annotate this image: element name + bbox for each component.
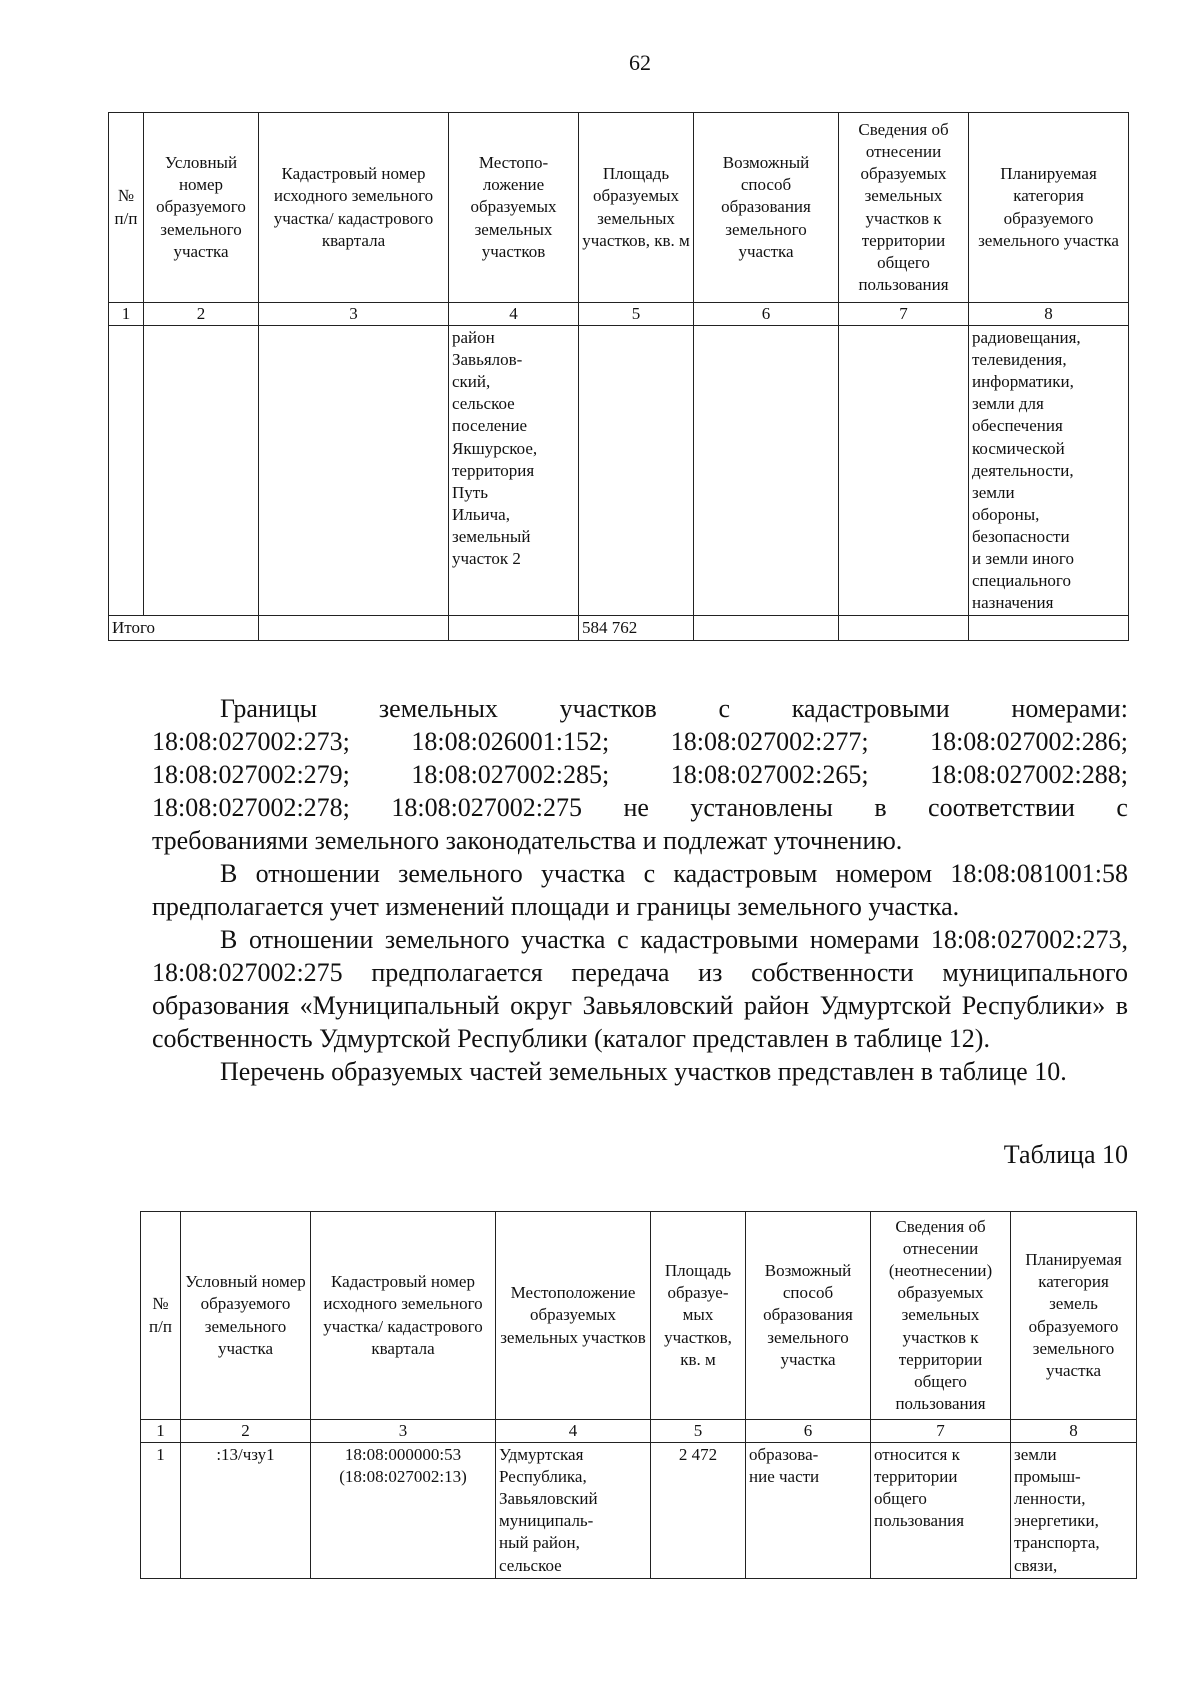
- column-number: 7: [839, 303, 969, 326]
- land-plots-table-continued: [108, 112, 1129, 641]
- cell-location: [449, 326, 579, 616]
- cell-empty: [259, 326, 449, 616]
- header-cell: № п/п: [141, 1212, 181, 1420]
- header-cell: № п/п: [109, 113, 144, 303]
- category-line: назначения: [972, 593, 1054, 613]
- category-line: специального: [972, 571, 1071, 591]
- category-line: безопасности: [972, 526, 1070, 546]
- column-number: 4: [496, 1420, 651, 1443]
- location-line: участок 2: [452, 549, 521, 569]
- category-line: ленности,: [1014, 1489, 1086, 1509]
- header-cell: Сведения об отнесении образуемых земельных участков к территории общего пользования: [839, 113, 969, 303]
- header-cell: Возможный способ образования земельного участка: [694, 113, 839, 303]
- table-row: [109, 326, 1129, 616]
- category-line: информатики,: [972, 372, 1074, 392]
- category-line: земли: [972, 482, 1015, 502]
- location-line: Ильича,: [452, 504, 510, 524]
- column-number-row: [109, 303, 1129, 326]
- cell-empty: [579, 326, 694, 616]
- cell-category: [969, 326, 1129, 616]
- cadastral-code: 18:08:026001:152;: [411, 727, 610, 756]
- cell-empty: [449, 616, 579, 641]
- location-line: ный район,: [499, 1533, 580, 1553]
- header-cell: Местопо- ложение образуемых земельных участков: [449, 113, 579, 303]
- column-number: 6: [746, 1420, 871, 1443]
- header-cell: Планируемая категория образуемого земельного участка: [969, 113, 1129, 303]
- column-number: 3: [259, 303, 449, 326]
- location-line: земельный: [452, 526, 531, 546]
- cell-empty: [839, 326, 969, 616]
- land-plot-parts-table: [140, 1211, 1137, 1579]
- word: не: [623, 793, 649, 822]
- category-line: промыш-: [1014, 1467, 1081, 1487]
- header-cell: Условный номер образуемого земельного участка: [144, 113, 259, 303]
- location-line: Удмуртская: [499, 1445, 584, 1465]
- location-line: сельское: [452, 394, 515, 414]
- paragraph-ownership-transfer: В отношении земельного участка с кадастровыми номерами 18:08:027002:273, 18:08:027002:275 предполагается передача из собственности муниципального образования «Муниципальный округ Завьяловский район Удмуртской Республики» в собственность Удмуртской Республики (каталог представлен в таблице 12).: [152, 925, 1128, 1053]
- paragraph-line: [152, 692, 1128, 725]
- location-line: муниципаль-: [499, 1511, 594, 1531]
- public-use-line: относится к: [874, 1445, 960, 1465]
- column-number: 2: [144, 303, 259, 326]
- column-number: 4: [449, 303, 579, 326]
- column-number: 5: [651, 1420, 746, 1443]
- cadastral-codes-line: [152, 725, 1128, 758]
- header-cell: Площадь образуе- мых участков, кв. м: [651, 1212, 746, 1420]
- location-line: Путь: [452, 482, 488, 502]
- location-line: поселение: [452, 416, 528, 436]
- total-label: Итого: [109, 616, 259, 641]
- column-number-row: [141, 1420, 1137, 1443]
- cell-empty: [694, 616, 839, 641]
- cadastral-code: 18:08:027002:288;: [930, 760, 1128, 789]
- header-cell: Кадастровый номер исходного земельного участка/ кадастрового квартала: [259, 113, 449, 303]
- cell-empty: [144, 326, 259, 616]
- column-number: 6: [694, 303, 839, 326]
- cadastral-code: 18:08:027002:285;: [411, 760, 610, 789]
- cadastral-number-line: 18:08:000000:53: [344, 1445, 462, 1465]
- cell-location: [496, 1443, 651, 1579]
- word: установлены: [690, 793, 833, 822]
- location-line: Завьялов-: [452, 350, 523, 370]
- public-use-line: общего: [874, 1489, 927, 1509]
- cadastral-codes-line: [152, 791, 1128, 824]
- paragraph-area-change: В отношении земельного участка с кадастровым номером 18:08:081001:58 предполагается учет изменений площади и границы земельного участка.: [152, 859, 1128, 921]
- location-line: сельское: [499, 1555, 562, 1575]
- cell-empty: [839, 616, 969, 641]
- word: участков: [559, 694, 657, 723]
- category-line: энергетики,: [1014, 1511, 1099, 1531]
- category-line: и земли иного: [972, 549, 1074, 569]
- category-line: земли: [1014, 1445, 1057, 1465]
- header-cell: Кадастровый номер исходного земельного участка/ кадастрового квартала: [311, 1212, 496, 1420]
- word: кадастровыми: [791, 694, 950, 723]
- location-line: Якшурское,: [452, 438, 538, 458]
- column-number: 7: [871, 1420, 1011, 1443]
- column-number: 1: [141, 1420, 181, 1443]
- public-use-line: пользования: [874, 1511, 965, 1531]
- category-line: земли для: [972, 394, 1044, 414]
- cadastral-code: 18:08:027002:279;: [152, 760, 350, 789]
- table-header-row: [141, 1212, 1137, 1420]
- cell-empty: [694, 326, 839, 616]
- header-cell: Возможный способ образования земельного участка: [746, 1212, 871, 1420]
- category-line: транспорта,: [1014, 1533, 1100, 1553]
- category-line: деятельности,: [972, 460, 1074, 480]
- cell-empty: [259, 616, 449, 641]
- header-cell: Сведения об отнесении (неотнесении) образуемых земельных участков к территории общего пользования: [871, 1212, 1011, 1420]
- table-row: [141, 1443, 1137, 1579]
- cell-category: [1011, 1443, 1137, 1579]
- cadastral-number-line: (18:08:027002:13): [339, 1467, 467, 1487]
- formation-method: [746, 1443, 871, 1579]
- word: номерами:: [1011, 694, 1128, 723]
- word: с: [718, 694, 731, 723]
- header-cell: Условный номер образуемого земельного участка: [181, 1212, 311, 1420]
- cadastral-codes-line: [152, 758, 1128, 791]
- column-number: 2: [181, 1420, 311, 1443]
- total-row: [109, 616, 1129, 641]
- total-area: 584 762: [579, 616, 694, 641]
- cadastral-code: 18:08:027002:273;: [152, 727, 350, 756]
- location-line: Республика,: [499, 1467, 587, 1487]
- location-line: территория: [452, 460, 535, 480]
- cadastral-code: 18:08:027002:286;: [930, 727, 1128, 756]
- location-line: Завьяловский: [499, 1489, 598, 1509]
- area-value: 2 472: [651, 1443, 746, 1579]
- cell-empty: [969, 616, 1129, 641]
- word: земельных: [378, 694, 498, 723]
- cell-empty: [109, 326, 144, 616]
- method-line: образова-: [749, 1445, 819, 1465]
- word: Границы: [220, 694, 318, 723]
- cadastral-code: 18:08:027002:265;: [670, 760, 869, 789]
- column-number: 8: [1011, 1420, 1137, 1443]
- category-line: связи,: [1014, 1555, 1058, 1575]
- table-header-row: [109, 113, 1129, 303]
- header-cell: Площадь образуемых земельных участков, кв. м: [579, 113, 694, 303]
- column-number: 3: [311, 1420, 496, 1443]
- cadastral-code: 18:08:027002:278;: [152, 793, 350, 822]
- column-number: 8: [969, 303, 1129, 326]
- cadastral-number: [311, 1443, 496, 1579]
- category-line: радиовещания,: [972, 328, 1081, 348]
- paragraph-boundaries: [152, 692, 1128, 857]
- column-number: 1: [109, 303, 144, 326]
- cadastral-code: 18:08:027002:275: [391, 793, 583, 822]
- method-line: ние части: [749, 1467, 820, 1487]
- header-cell: Планируемая категория земель образуемого земельного участка: [1011, 1212, 1137, 1420]
- category-line: космической: [972, 438, 1065, 458]
- category-line: обеспечения: [972, 416, 1063, 436]
- row-number: 1: [141, 1443, 181, 1579]
- category-line: телевидения,: [972, 350, 1067, 370]
- column-number: 5: [579, 303, 694, 326]
- word: с: [1116, 793, 1128, 822]
- public-use-line: территории: [874, 1467, 958, 1487]
- page-number: 62: [629, 50, 651, 75]
- category-line: обороны,: [972, 504, 1040, 524]
- paragraph-line: требованиями земельного законодательства и подлежат уточнению.: [152, 826, 903, 855]
- location-line: район: [452, 328, 495, 348]
- body-text: [152, 692, 1128, 1088]
- header-cell: Местоположение образуемых земельных участков: [496, 1212, 651, 1420]
- location-line: ский,: [452, 372, 491, 392]
- table-caption: Таблица 10: [1003, 1140, 1128, 1169]
- word: в: [874, 793, 887, 822]
- paragraph-parts-list: Перечень образуемых частей земельных участков представлен в таблице 10.: [220, 1057, 1067, 1086]
- word: соответствии: [928, 793, 1075, 822]
- conditional-number: :13/чзу1: [181, 1443, 311, 1579]
- public-use-info: [871, 1443, 1011, 1579]
- cadastral-code: 18:08:027002:277;: [670, 727, 869, 756]
